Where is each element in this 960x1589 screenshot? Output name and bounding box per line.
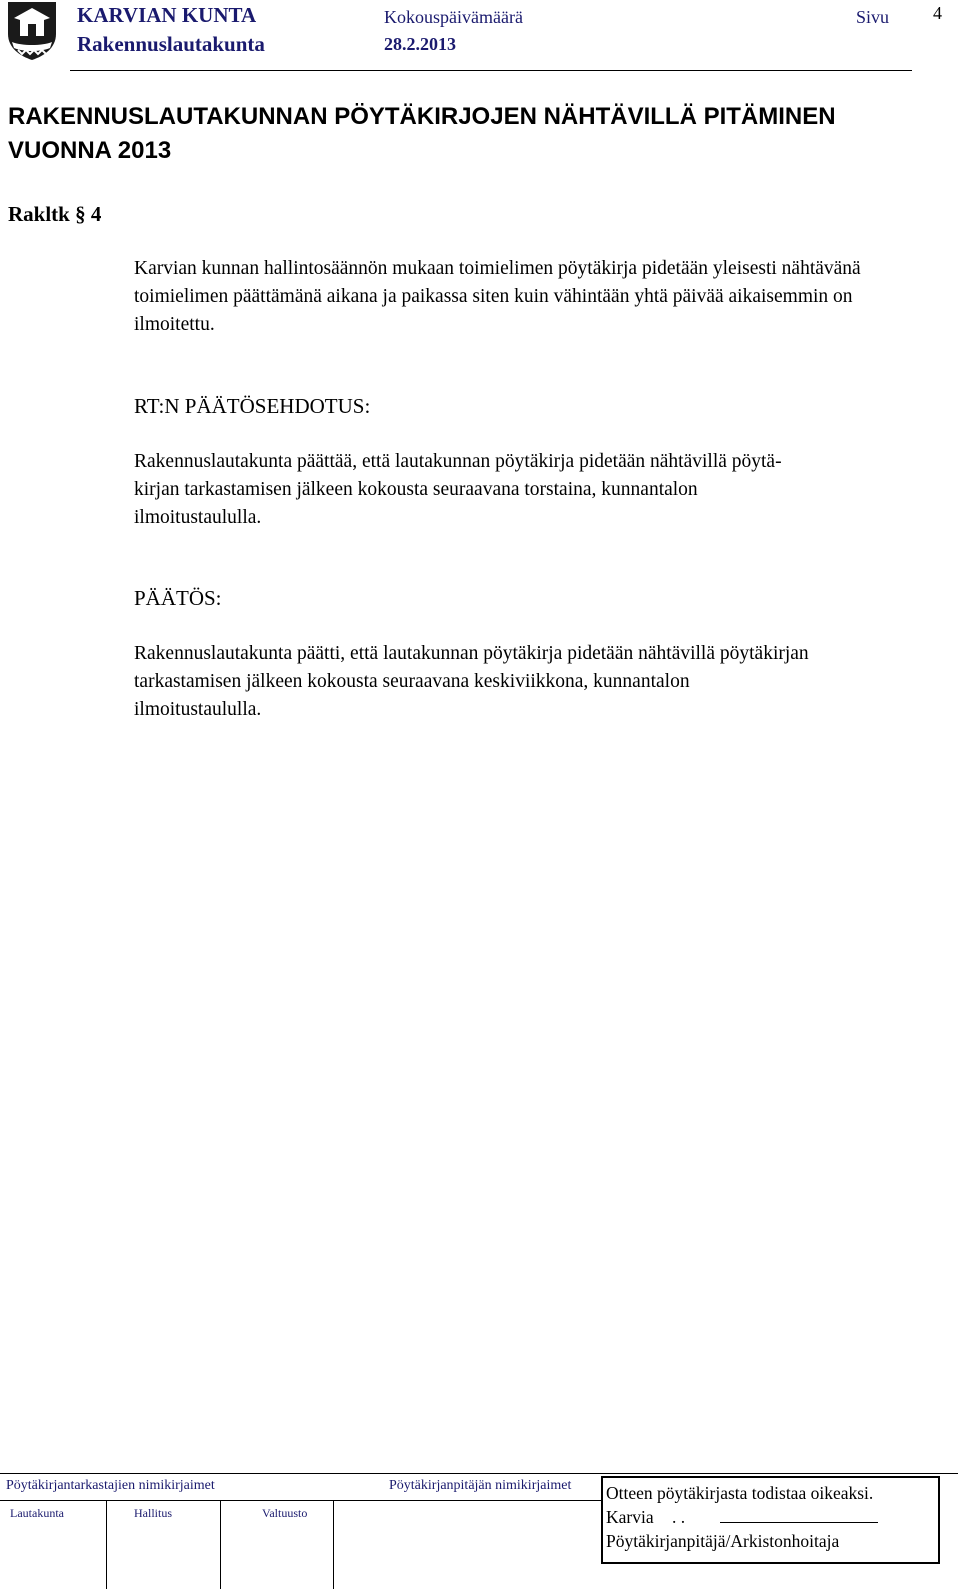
cert-place-row (606, 1505, 938, 1529)
document-title (8, 100, 836, 168)
decision-heading: PÄÄTÖS: (134, 586, 222, 610)
decision-line-3: ilmoitustaululla. (134, 699, 262, 720)
coat-of-arms-logo (4, 0, 60, 62)
col-divider-2 (220, 1500, 221, 1589)
header-divider (70, 70, 912, 71)
proposal-line-3: ilmoitustaululla. (134, 507, 262, 528)
section-reference: Rakltk § 4 (8, 202, 102, 226)
col-valtuusto: Valtuusto (262, 1506, 308, 1520)
keeper-initials-label: Pöytäkirjanpitäjän nimikirjaimet (389, 1478, 572, 1493)
footer-row-divider (0, 1500, 601, 1501)
cert-role: Pöytäkirjanpitäjä/Arkistonhoitaja (606, 1531, 840, 1551)
col-lautakunta: Lautakunta (10, 1506, 64, 1520)
decision-line-1: Rakennuslautakunta päätti, että lautakunnan pöytäkirja pidetään nähtävillä pöytäkirjan (134, 643, 809, 664)
proposal-line-2: kirjan tarkastamisen jälkeen kokousta seuraavana torstaina, kunnantalon (134, 479, 698, 500)
col-divider-1 (106, 1500, 107, 1589)
title-line-1: RAKENNUSLAUTAKUNNAN PÖYTÄKIRJOJEN NÄHTÄVILLÄ PITÄMINEN (8, 103, 836, 130)
decision-paragraph (134, 640, 949, 724)
reviewers-initials-label: Pöytäkirjantarkastajien nimikirjaimet (6, 1478, 215, 1493)
title-line-2: VUONNA 2013 (8, 137, 172, 164)
board-name: Rakennuslautakunta (77, 32, 265, 56)
meeting-date: 28.2.2013 (384, 34, 456, 54)
proposal-paragraph (134, 448, 949, 532)
proposal-heading: RT:N PÄÄTÖSEHDOTUS: (134, 394, 371, 418)
page-number: 4 (933, 3, 942, 23)
meeting-date-label: Kokouspäivämäärä (384, 7, 523, 27)
municipality-name: KARVIAN KUNTA (77, 3, 257, 27)
cert-dots: . . (672, 1507, 686, 1527)
col-hallitus: Hallitus (134, 1506, 172, 1520)
cert-place: Karvia (606, 1507, 654, 1527)
certification-box (601, 1476, 940, 1564)
intro-paragraph: Karvian kunnan hallintosäännön mukaan toimielimen pöytäkirja pidetään yleisesti nähtävänä toimielimen päättämänä aikana ja paikassa siten kuin vähintään yhtä päivää aikaisemmin on ilmoitettu. (134, 258, 861, 335)
decision-line-2: tarkastamisen jälkeen kokousta seuraavana keskiviikkona, kunnantalon (134, 671, 690, 692)
signature-line (720, 1506, 878, 1523)
page-label: Sivu (856, 7, 890, 27)
cert-statement: Otteen pöytäkirjasta todistaa oikeaksi. (606, 1483, 874, 1503)
footer-divider (0, 1473, 958, 1474)
col-divider-3 (333, 1500, 334, 1589)
proposal-line-1: Rakennuslautakunta päättää, että lautakunnan pöytäkirja pidetään nähtävillä pöytä- (134, 451, 782, 472)
